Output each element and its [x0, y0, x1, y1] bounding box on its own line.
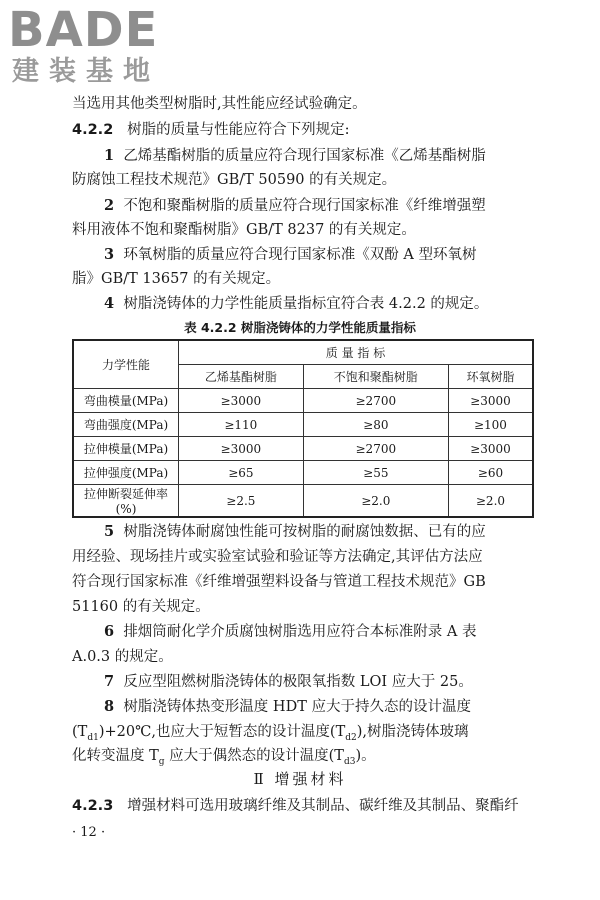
text-run: 应大于偶然态的设计温度(T [164, 748, 344, 764]
row-label: 拉伸强度(MPa) [73, 461, 179, 485]
item-number: 5 [104, 523, 115, 540]
item-5-line-a [104, 522, 486, 542]
section-subheading: Ⅱ 增强材料 [253, 770, 347, 788]
item-5-line-b: 用经验、现场挂片或实验室试验和验证等方法确定,其评估方法应 [72, 549, 483, 565]
header-property: 力学性能 [73, 340, 179, 389]
text-run: 化转变温度 T [72, 748, 159, 764]
table-row [73, 437, 533, 461]
subscript: g [158, 756, 165, 767]
clause-number: 4.2.3 [72, 798, 114, 814]
subscript: d2 [345, 732, 357, 743]
table-cell: ≥3000 [179, 437, 304, 461]
table-row [73, 413, 533, 437]
table-cell: ≥2.0 [448, 485, 533, 518]
table-cell: ≥110 [179, 413, 304, 437]
clause-text: 增强材料可选用玻璃纤维及其制品、碳纤维及其制品、聚酯纤 [127, 798, 519, 814]
text-run: )+20℃,也应大于短暂态的设计温度(T [98, 724, 346, 740]
item-1-line-b: 防腐蚀工程技术规范》GB/T 50590 的有关规定。 [72, 172, 397, 188]
row-label: 拉伸模量(MPa) [73, 437, 179, 461]
item-2-line-a [104, 196, 486, 216]
table-cell: ≥2.5 [179, 485, 304, 518]
table-header-row [73, 340, 533, 365]
clause-number: 4.2.2 [72, 122, 114, 138]
item-number: 2 [104, 197, 115, 214]
table-cell: ≥3000 [179, 389, 304, 413]
item-text: 反应型阻燃树脂浇铸体的极限氧指数 LOI 应大于 25。 [123, 674, 473, 690]
text-run: (T [72, 724, 88, 740]
item-number: 3 [104, 246, 115, 263]
subscript: d3 [343, 756, 356, 767]
mechanical-properties-table [72, 339, 534, 518]
logo-subtitle: 建装基地 [12, 56, 160, 87]
item-number: 6 [104, 623, 115, 640]
item-number: 8 [104, 698, 115, 715]
item-8-line-b [72, 722, 469, 748]
text-run: ),树脂浇铸体玻璃 [356, 724, 469, 740]
table-caption: 表 4.2.2 树脂浇铸体的力学性能质量指标 [184, 320, 416, 335]
item-text: 乙烯基酯树脂的质量应符合现行国家标准《乙烯基酯树脂 [123, 148, 486, 164]
row-label: 弯曲强度(MPa) [73, 413, 179, 437]
table-row [73, 461, 533, 485]
row-label: 拉伸断裂延伸率(%) [73, 485, 179, 518]
table-cell: ≥2700 [303, 389, 448, 413]
item-5-line-d: 51160 的有关规定。 [72, 599, 210, 615]
item-text: 排烟筒耐化学介质腐蚀树脂选用应符合本标准附录 A 表 [123, 624, 477, 640]
item-text: 环氧树脂的质量应符合现行国家标准《双酚 A 型环氧树 [123, 247, 477, 263]
clause-4-2-3 [72, 796, 519, 816]
item-7-line-a [104, 672, 473, 692]
header-quality-index: 质 量 指 标 [179, 340, 534, 365]
table-cell: ≥2.0 [303, 485, 448, 518]
item-4-line-a [104, 294, 488, 314]
item-1-line-a [104, 146, 486, 166]
item-6-line-b: A.0.3 的规定。 [72, 649, 173, 665]
item-number: 1 [104, 147, 115, 164]
table-cell: ≥80 [303, 413, 448, 437]
table-cell: ≥65 [179, 461, 304, 485]
table-cell: ≥3000 [448, 389, 533, 413]
table-cell: ≥100 [448, 413, 533, 437]
item-number: 4 [104, 295, 115, 312]
item-text: 树脂浇铸体耐腐蚀性能可按树脂的耐腐蚀数据、已有的应 [123, 524, 486, 540]
table-cell: ≥2700 [303, 437, 448, 461]
table-row [73, 389, 533, 413]
item-text: 树脂浇铸体热变形温度 HDT 应大于持久态的设计温度 [123, 699, 471, 715]
table-cell: ≥60 [448, 461, 533, 485]
item-5-line-c: 符合现行国家标准《纤维增强塑料设备与管道工程技术规范》GB [72, 574, 486, 590]
text-run: )。 [355, 748, 376, 764]
table-cell: ≥3000 [448, 437, 533, 461]
logo-wordmark: BADE [8, 2, 159, 58]
header-col-vinyl-ester: 乙烯基酯树脂 [179, 365, 304, 389]
table-row [73, 485, 533, 518]
clause-text: 树脂的质量与性能应符合下列规定: [127, 122, 350, 138]
page-number: · 12 · [72, 825, 106, 840]
header-col-epoxy: 环氧树脂 [448, 365, 533, 389]
table-cell: ≥55 [303, 461, 448, 485]
item-2-line-b: 料用液体不饱和聚酯树脂》GB/T 8237 的有关规定。 [72, 222, 416, 238]
item-6-line-a [104, 622, 477, 642]
brand-logo [8, 4, 178, 88]
item-text: 树脂浇铸体的力学性能质量指标宜符合表 4.2.2 的规定。 [123, 296, 489, 312]
item-3-line-b: 脂》GB/T 13657 的有关规定。 [72, 271, 281, 287]
item-number: 7 [104, 673, 115, 690]
paragraph-line: 当选用其他类型树脂时,其性能应经试验确定。 [72, 96, 367, 112]
item-text: 不饱和聚酯树脂的质量应符合现行国家标准《纤维增强塑 [123, 198, 486, 214]
item-8-line-a [104, 697, 471, 717]
subscript: d1 [87, 732, 99, 743]
row-label: 弯曲模量(MPa) [73, 389, 179, 413]
item-3-line-a [104, 245, 477, 265]
clause-4-2-2 [72, 120, 350, 140]
header-col-unsaturated-polyester: 不饱和聚酯树脂 [303, 365, 448, 389]
